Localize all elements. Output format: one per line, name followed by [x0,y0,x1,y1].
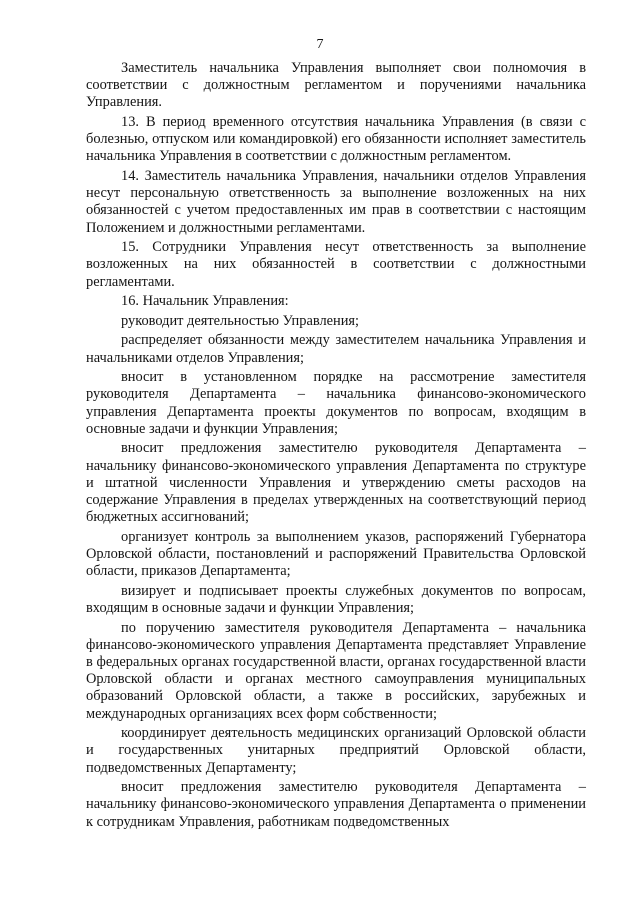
list-item-structure-proposals: вносит предложения заместителю руководителя Департамента – начальнику финансово-экономического управления Департамента по структуре и штатной численности Управления и утверждению сметы расходов на содержание Управления в пределах утвержденных на соответствующий период бюджетных ассигнований; [86,440,586,526]
paragraph-14-personal-responsibility: 14. Заместитель начальника Управления, начальники отделов Управления несут персональную ответственность за выполнение возложенных на них обязанностей с учетом предоставленных им прав в соответствии с настоящим Положением и должностными регламентами. [86,168,586,236]
paragraph-13-temporary-absence: 13. В период временного отсутствия начальника Управления (в связи с болезнью, отпуском или командировкой) его обязанности исполняет заместитель начальника Управления в соответствии с должностным регламентом. [86,114,586,165]
paragraph-deputy-powers: Заместитель начальника Управления выполняет свои полномочия в соответствии с должностным регламентом и поручениями начальника Управления. [86,60,586,111]
list-item-represents-department: по поручению заместителя руководителя Департамента – начальника финансово-экономического управления Департамента представляет Управление в федеральных органах государственной власти, органах государственной власти Орловской области и органах местного самоуправления муниципальных образований Орловской области, а также в российских, зарубежных и международных организациях всех форм собственности; [86,619,586,722]
list-item-signs-documents: визирует и подписывает проекты служебных документов по вопросам, входящим в основные задачи и функции Управления; [86,582,586,616]
list-item-organizes-control: организует контроль за выполнением указов, распоряжений Губернатора Орловской области, постановлений и распоряжений Правительства Орловской области, приказов Департамента; [86,528,586,580]
list-item-manages: руководит деятельностью Управления; [121,312,360,329]
list-item-coordinates: координирует деятельность медицинских организаций Орловской области и государственных унитарных предприятий Орловской области, подведомственных Департаменту; [86,725,586,776]
list-item-distributes-duties: распределяет обязанности между заместителем начальника Управления и начальниками отделов Управления; [86,332,586,366]
paragraph-16-head-heading: 16. Начальник Управления: [121,293,289,310]
list-item-submits-drafts: вносит в установленном порядке на рассмотрение заместителя руководителя Департамента – начальника финансово-экономического управления Департамента проекты документов по вопросам, входящим в основные задачи и функции Управления; [86,369,586,437]
document-body [86,60,586,831]
page-number: 7 [316,37,324,52]
paragraph-15-staff-responsibility: 15. Сотрудники Управления несут ответственность за выполнение возложенных на них обязанностей в соответствии с должностными регламентами. [86,239,586,290]
list-item-incentive-proposals: вносит предложения заместителю руководителя Департамента – начальнику финансово-экономического управления Департамента о применении к сотрудникам Управления, работникам подведомственных [86,779,586,830]
